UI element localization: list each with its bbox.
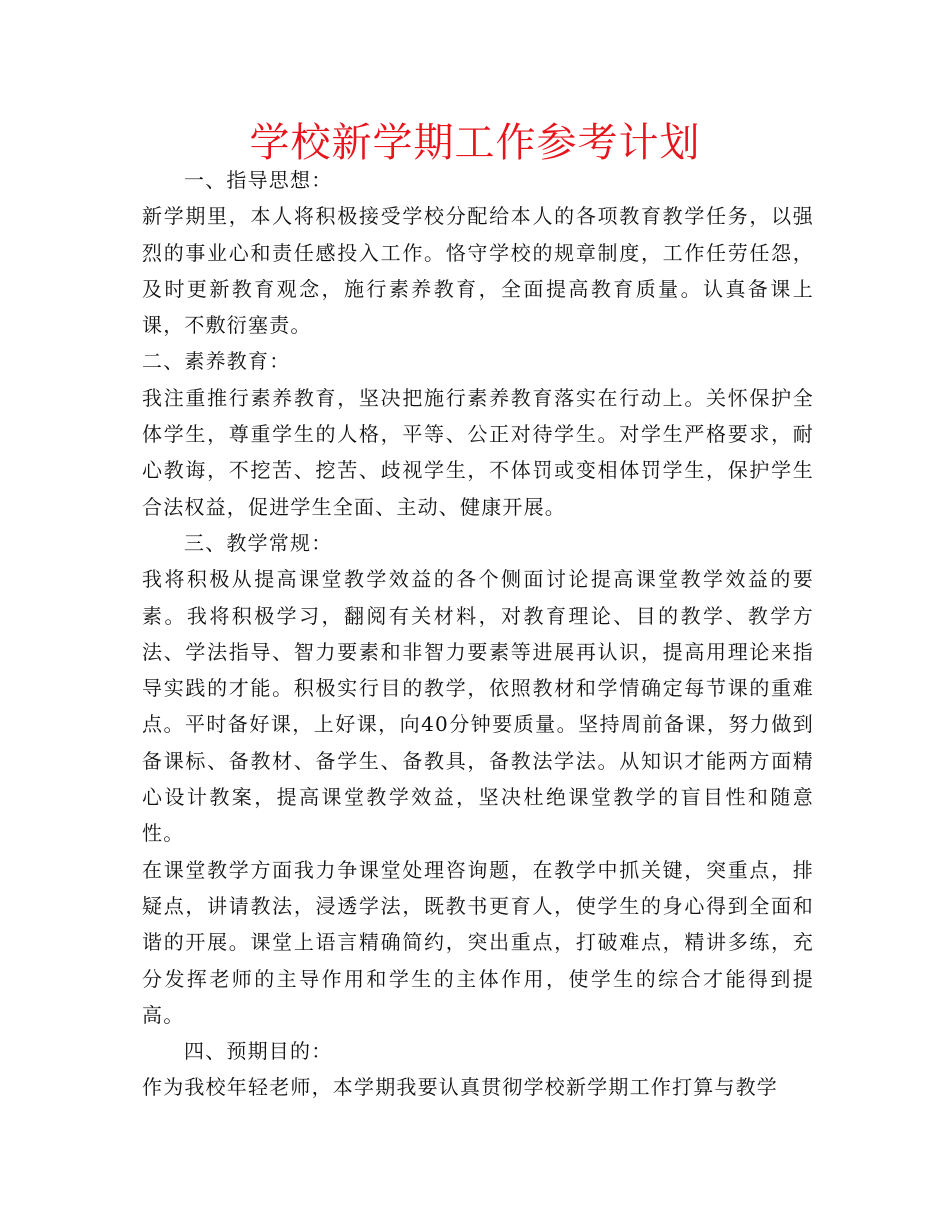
heading-guiding-ideology: 一、指导思想： [184,168,333,192]
heading-expected-goals: 四、预期目的： [184,1039,333,1064]
paragraph-quality-education: 我注重推行素养教育，坚决把施行素养教育落实在行动上。关怀保护全体学生，尊重学生的人格，平等、公正对待学生。对学生严格要求，耐心教诲，不挖苦、挖苦、歧视学生，不体罚或变相体罚学生，保护学生合法权益，促进学生全面、主动、健康开展。 [142,385,814,519]
heading-teaching-routine: 三、教学常规： [184,530,333,555]
paragraph-teaching-routine: 我将积极从提高课堂教学效益的各个侧面讨论提高课堂教学效益的要素。我将积极学习，翻阅有关材料，对教育理论、目的教学、教学方法、学法指导、智力要素和非智力要素等进展再认识，提高用理论来指导实践的才能。积极实行目的教学，依照教材和学情确定每节课的重难点。平时备好课，上好课，向40分钟要质量。坚持周前备课，努力做到备课标、备教材、备学生、备教具，备教法学法。从知识才能两方面精心设计教案，提高课堂教学效益，坚决杜绝课堂教学的盲目性和随意性。 [142,567,814,846]
paragraph-classroom-teaching: 在课堂教学方面我力争课堂处理咨询题，在教学中抓关键，突重点，排疑点，讲请教法，浸透学法，既教书更育人，使学生的身心得到全面和谐的开展。课堂上语言精确简约，突出重点，打破难点，精讲多练，充分发挥老师的主导作用和学生的主体作用，使学生的综合才能得到提高。 [142,857,814,1027]
paragraph-expected-goals: 作为我校年轻老师，本学期我要认真贯彻学校新学期工作打算与教学 [142,1075,778,1100]
heading-quality-education: 二、素养教育： [142,349,291,374]
paragraph-guiding-ideology: 新学期里，本人将积极接受学校分配给本人的各项教育教学任务，以强烈的事业心和责任感投入工作。恪守学校的规章制度，工作任劳任怨，及时更新教育观念，施行素养教育，全面提高教育质量。认真备课上课，不敷衍塞责。 [142,204,814,338]
document-title: 学校新学期工作参考计划 [249,120,701,166]
document-body [142,162,814,1106]
